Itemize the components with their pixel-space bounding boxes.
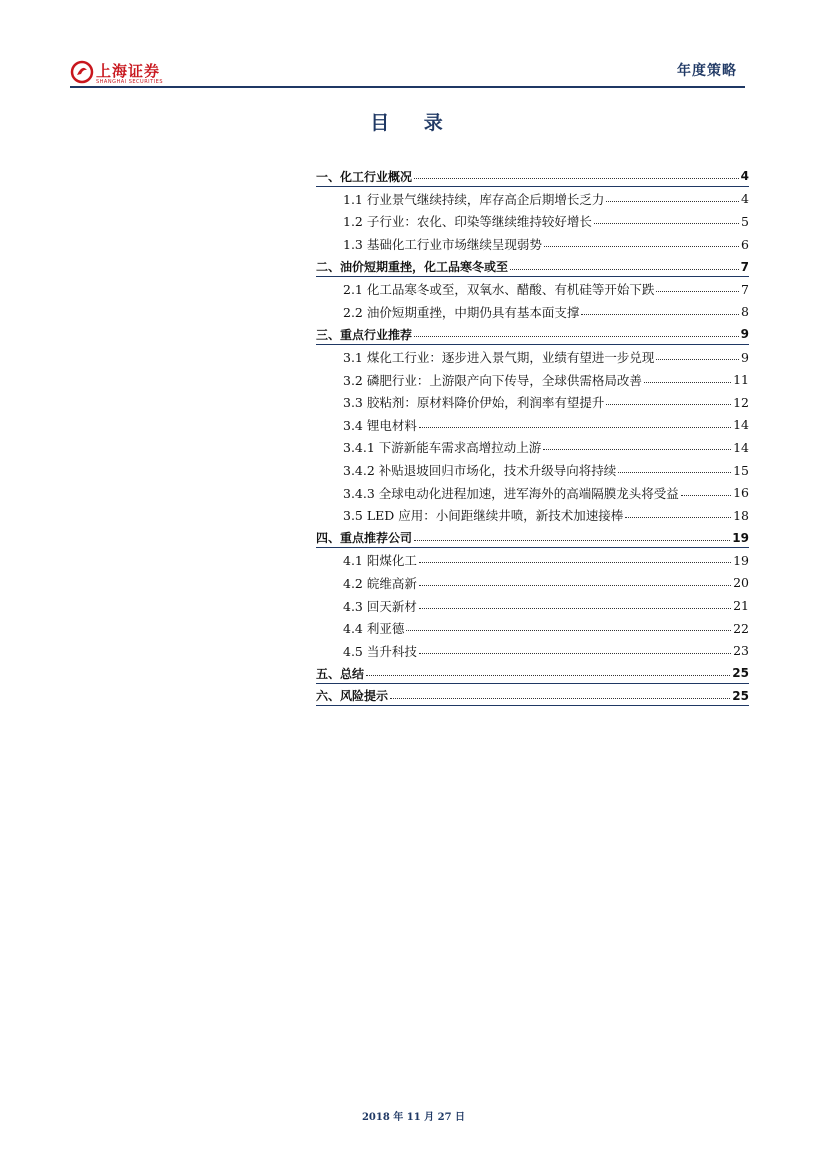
toc-subsection-entry[interactable] xyxy=(316,301,749,324)
toc-page-number: 15 xyxy=(733,462,749,478)
toc-leader-dots xyxy=(419,599,731,609)
toc-entry-title: 1.1 行业景气继续持续，库存高企后期增长乏力 xyxy=(343,191,605,207)
toc-subsection-entry[interactable] xyxy=(316,278,749,301)
toc-page-number: 12 xyxy=(733,394,749,410)
table-of-contents xyxy=(316,165,749,707)
report-type-label: 年度策略 xyxy=(677,63,737,79)
toc-section-entry[interactable] xyxy=(316,685,749,708)
toc-page-number: 18 xyxy=(733,507,749,523)
toc-subsection-entry[interactable] xyxy=(316,233,749,256)
toc-page-number: 9 xyxy=(740,327,749,342)
toc-leader-dots xyxy=(406,621,731,631)
toc-leader-dots xyxy=(606,395,731,405)
toc-subsection-entry[interactable] xyxy=(316,639,749,662)
toc-subsection-entry[interactable] xyxy=(316,572,749,595)
toc-page-number: 19 xyxy=(732,530,749,545)
toc-entry-title: 2.2 油价短期重挫，中期仍具有基本面支撑 xyxy=(343,304,580,320)
toc-section-entry[interactable] xyxy=(316,323,749,346)
toc-page-number: 22 xyxy=(733,620,749,636)
toc-title: 目 录 xyxy=(370,112,457,134)
toc-leader-dots xyxy=(414,531,730,541)
toc-leader-dots xyxy=(510,260,739,270)
toc-entry-title: 六、风险提示 xyxy=(316,689,389,704)
toc-section-entry[interactable] xyxy=(316,527,749,550)
toc-page-number: 23 xyxy=(733,643,749,659)
toc-subsection-entry[interactable] xyxy=(316,346,749,369)
toc-page-number: 7 xyxy=(741,281,749,297)
toc-entry-title: 3.4.3 全球电动化进程加速，进军海外的高端隔膜龙头将受益 xyxy=(343,485,679,501)
logo-english-name: SHANGHAI SECURITIES xyxy=(96,79,164,85)
toc-leader-dots xyxy=(419,553,731,563)
toc-leader-dots xyxy=(625,508,731,518)
logo-swirl-icon xyxy=(70,60,94,84)
toc-leader-dots xyxy=(656,350,739,360)
toc-subsection-entry[interactable] xyxy=(316,368,749,391)
toc-leader-dots xyxy=(581,305,739,315)
toc-page-number: 19 xyxy=(733,552,749,568)
toc-page-number: 9 xyxy=(741,349,749,365)
toc-entry-title: 4.2 皖维高新 xyxy=(343,575,417,591)
toc-page-number: 25 xyxy=(732,688,749,703)
toc-entry-title: 2.1 化工品寒冬或至，双氧水、醋酸、有机硅等开始下跌 xyxy=(343,282,655,298)
toc-page-number: 21 xyxy=(733,598,749,614)
toc-page-number: 4 xyxy=(740,169,749,184)
toc-entry-title: 4.4 利亚德 xyxy=(343,621,405,637)
toc-entry-title: 四、重点推荐公司 xyxy=(316,531,413,546)
toc-subsection-entry[interactable] xyxy=(316,210,749,233)
toc-entry-title: 4.5 当升科技 xyxy=(343,643,417,659)
toc-entry-title: 3.5 LED 应用：小间距继续井喷，新技术加速接棒 xyxy=(343,508,624,524)
toc-page-number: 8 xyxy=(741,304,749,320)
toc-entry-title: 3.3 胶粘剂：原材料降价伊始，利润率有望提升 xyxy=(343,395,605,411)
toc-subsection-entry[interactable] xyxy=(316,504,749,527)
toc-page-number: 4 xyxy=(741,191,749,207)
toc-leader-dots xyxy=(419,576,731,586)
toc-leader-dots xyxy=(366,666,730,676)
toc-entry-title: 3.4 锂电材料 xyxy=(343,417,417,433)
toc-page-number: 5 xyxy=(741,213,749,229)
toc-leader-dots xyxy=(419,644,731,654)
toc-entry-title: 1.2 子行业：农化、印染等继续维持较好增长 xyxy=(343,214,592,230)
page-header xyxy=(0,0,827,100)
toc-section-entry[interactable] xyxy=(316,255,749,278)
toc-subsection-entry[interactable] xyxy=(316,459,749,482)
header-rule-left xyxy=(70,86,168,88)
toc-entry-title: 1.3 基础化工行业市场继续呈现弱势 xyxy=(343,237,542,253)
toc-page-number: 16 xyxy=(733,485,749,501)
toc-subsection-entry[interactable] xyxy=(316,617,749,640)
toc-leader-dots xyxy=(543,440,731,450)
toc-entry-title: 一、化工行业概况 xyxy=(316,169,413,184)
toc-page-number: 25 xyxy=(732,666,749,681)
toc-leader-dots xyxy=(656,282,739,292)
toc-leader-dots xyxy=(681,486,731,496)
toc-page-number: 6 xyxy=(741,236,749,252)
toc-entry-title: 三、重点行业推荐 xyxy=(316,327,413,342)
toc-leader-dots xyxy=(414,327,739,337)
toc-entry-title: 4.1 阳煤化工 xyxy=(343,553,417,569)
toc-leader-dots xyxy=(618,463,731,473)
toc-leader-dots xyxy=(644,373,731,383)
toc-section-entry[interactable] xyxy=(316,662,749,685)
toc-leader-dots xyxy=(414,169,739,179)
toc-subsection-entry[interactable] xyxy=(316,481,749,504)
footer-date: 2018 年 11 月 27 日 xyxy=(361,1112,466,1123)
toc-entry-title: 4.3 回天新材 xyxy=(343,598,417,614)
toc-page-number: 20 xyxy=(733,575,749,591)
toc-entry-title: 3.4.1 下游新能车需求高增拉动上游 xyxy=(343,440,542,456)
toc-page-number: 7 xyxy=(740,259,749,274)
toc-page-number: 11 xyxy=(733,372,749,388)
toc-section-entry[interactable] xyxy=(316,165,749,188)
toc-leader-dots xyxy=(594,214,739,224)
toc-subsection-entry[interactable] xyxy=(316,391,749,414)
toc-leader-dots xyxy=(419,418,731,428)
toc-subsection-entry[interactable] xyxy=(316,188,749,211)
toc-entry-title: 二、油价短期重挫，化工品寒冬或至 xyxy=(316,260,509,275)
toc-subsection-entry[interactable] xyxy=(316,594,749,617)
header-rule xyxy=(168,86,745,88)
logo-chinese-name: 上海证券 xyxy=(96,62,161,80)
toc-leader-dots xyxy=(544,237,739,247)
toc-subsection-entry[interactable] xyxy=(316,414,749,437)
toc-entry-title: 3.1 煤化工行业：逐步进入景气期，业绩有望进一步兑现 xyxy=(343,350,655,366)
toc-leader-dots xyxy=(390,689,730,699)
toc-leader-dots xyxy=(606,192,739,202)
toc-entry-title: 五、总结 xyxy=(316,666,365,681)
toc-entry-title: 3.2 磷肥行业：上游限产向下传导，全球供需格局改善 xyxy=(343,372,642,388)
toc-page-number: 14 xyxy=(733,439,749,455)
toc-subsection-entry[interactable] xyxy=(316,436,749,459)
toc-entry-title: 3.4.2 补贴退坡回归市场化，技术升级导向将持续 xyxy=(343,463,617,479)
toc-subsection-entry[interactable] xyxy=(316,549,749,572)
toc-page-number: 14 xyxy=(733,417,749,433)
